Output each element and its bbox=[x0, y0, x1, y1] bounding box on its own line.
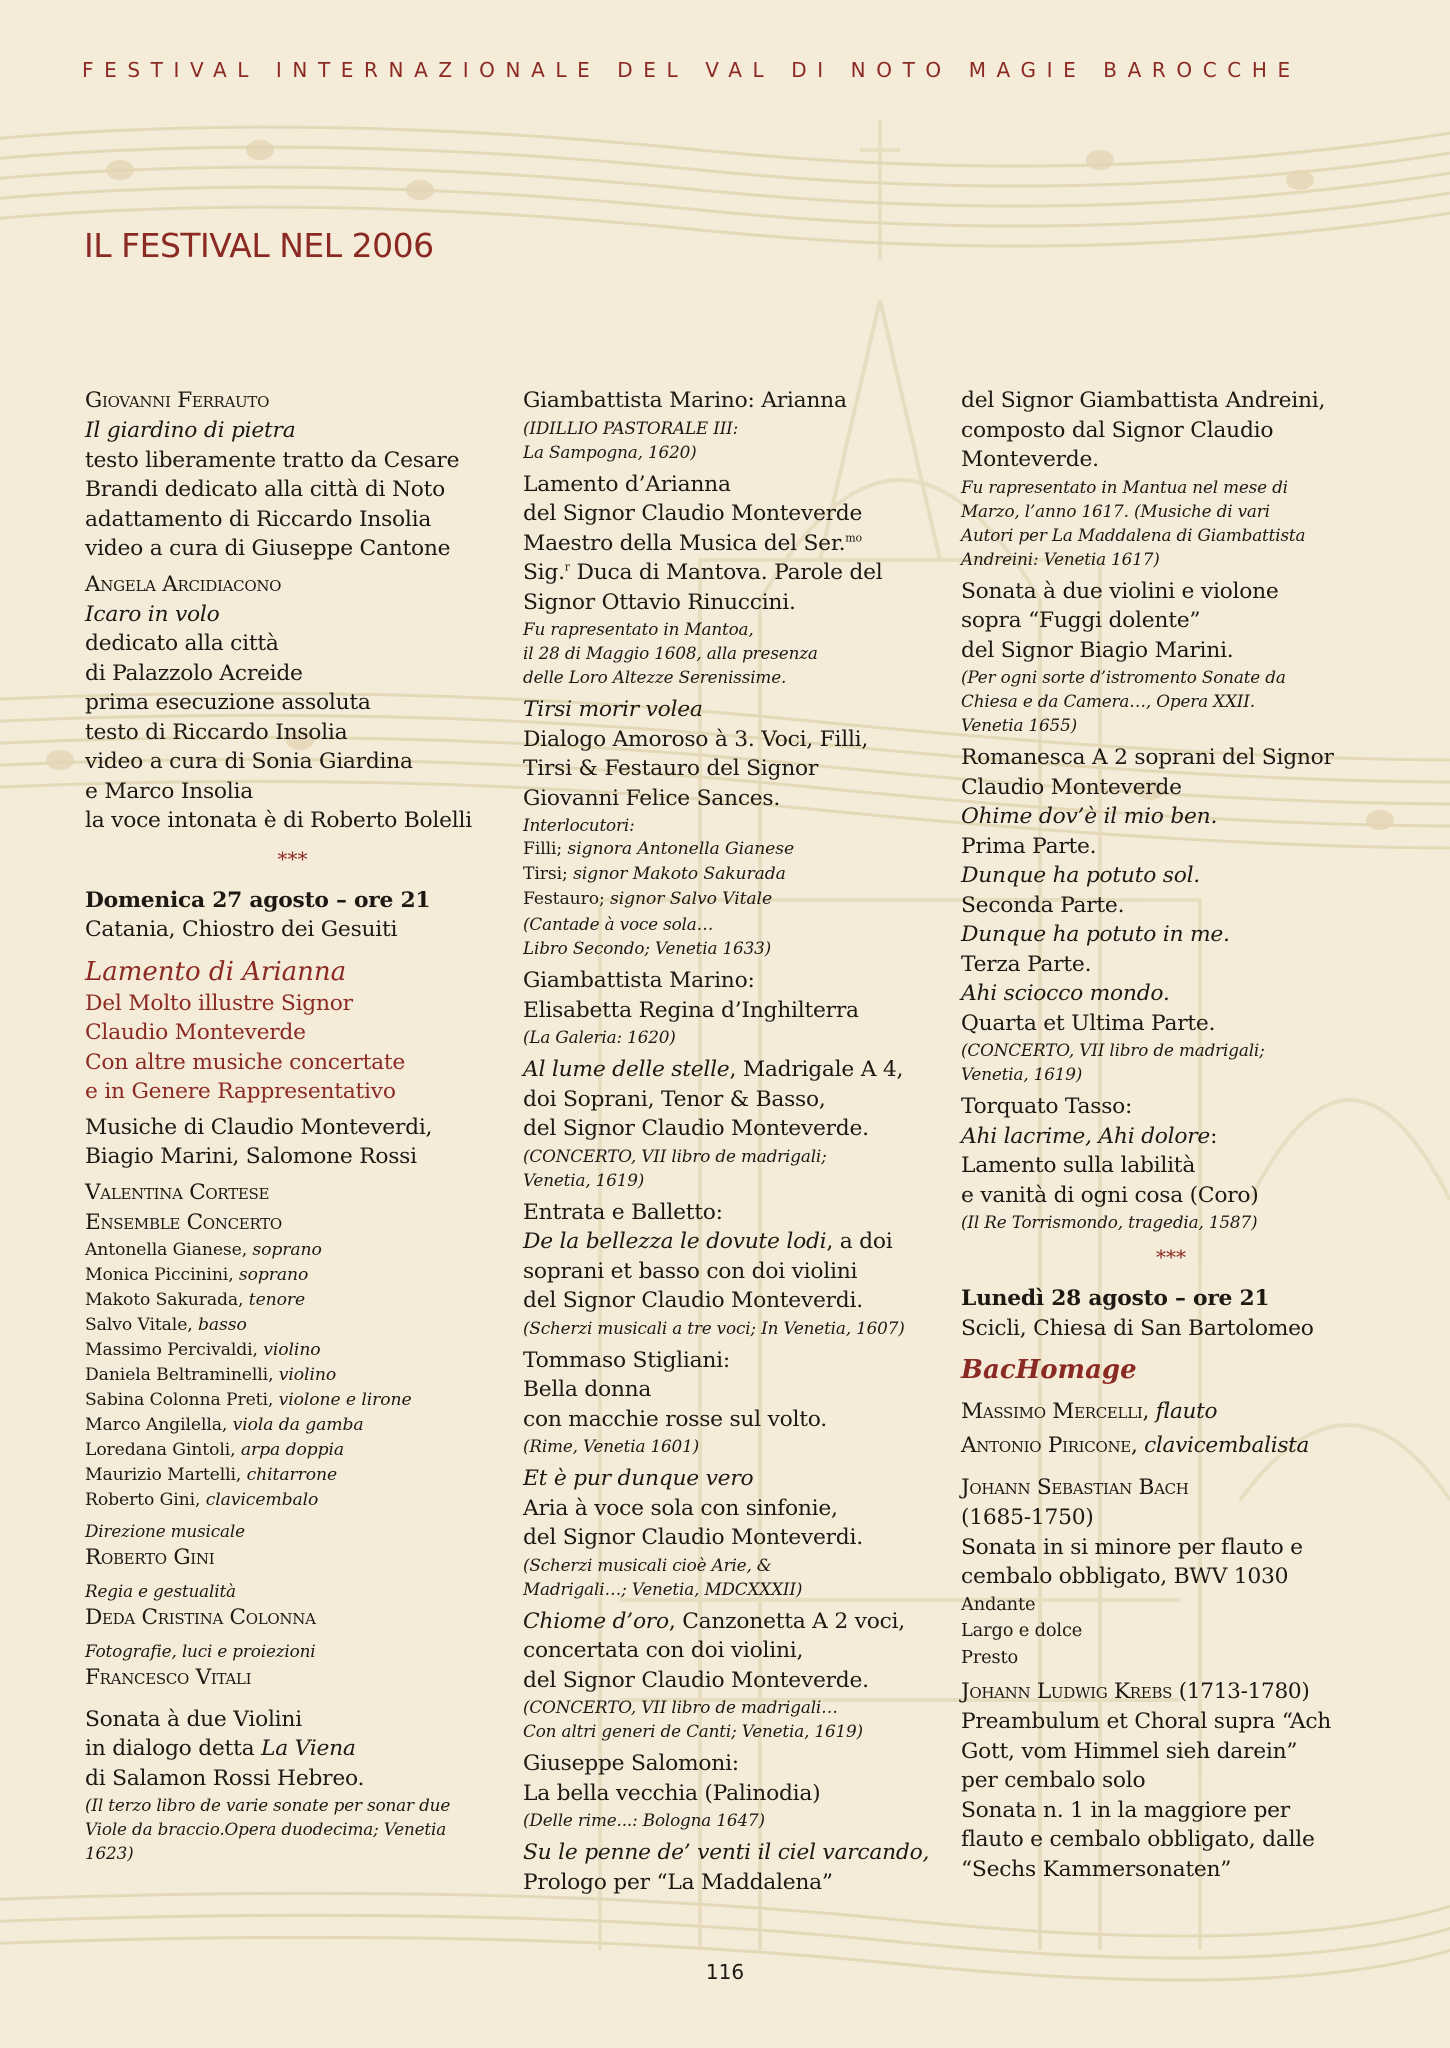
text-line: prima esecuzione assoluta bbox=[85, 690, 371, 715]
ensemble-name: Ensemble Concerto bbox=[85, 1209, 282, 1235]
work-title: Tirsi morir volea bbox=[523, 697, 703, 722]
source-note: Venetia, 1619) bbox=[961, 1064, 1083, 1084]
text-line: e vanità di ogni cosa (Coro) bbox=[961, 1182, 1259, 1208]
text-line: testo di Riccardo Insolia bbox=[85, 719, 348, 745]
text-line: Giuseppe Salomoni: bbox=[523, 1751, 739, 1776]
work-title: Il giardino di pietra bbox=[85, 418, 296, 443]
program-item bbox=[523, 1607, 941, 1744]
text-line: del Signor Claudio Monteverde bbox=[523, 501, 863, 526]
program-item bbox=[961, 386, 1381, 571]
text-line: del Signor Claudio Monteverdi. bbox=[523, 1525, 863, 1550]
performer-row: Maurizio Martelli, chitarrone bbox=[85, 1464, 338, 1485]
program-item bbox=[523, 1464, 941, 1601]
text-line: in dialogo detta La Viena bbox=[85, 1736, 356, 1761]
performer-row: Antonella Gianese, soprano bbox=[85, 1239, 322, 1260]
text-line: Romanesca A 2 soprani del Signor bbox=[961, 745, 1334, 770]
source-note: (Cantade à voce sola… bbox=[523, 914, 714, 934]
source-note: Con altri generi de Canti; Venetia, 1619) bbox=[523, 1721, 863, 1741]
movement: Presto bbox=[961, 1646, 1019, 1668]
source-note: (Il Re Torrismondo, tragedia, 1587) bbox=[961, 1212, 1258, 1232]
source-note: (Delle rime...: Bologna 1647) bbox=[523, 1810, 765, 1830]
text-line: Brandi dedicato alla città di Noto bbox=[85, 477, 446, 502]
text-line: Elisabetta Regina d’Inghilterra bbox=[523, 997, 859, 1023]
event-date: Lunedì 28 agosto – ore 21 bbox=[961, 1286, 1270, 1311]
text-line: flauto e cembalo obbligato, dalle bbox=[961, 1827, 1315, 1852]
text-line: del Signor Biagio Marini. bbox=[961, 637, 1234, 663]
text-line: concertata con doi violini, bbox=[523, 1638, 804, 1663]
subtitle-line: Del Molto illustre Signor bbox=[85, 990, 353, 1016]
running-header: FESTIVAL INTERNAZIONALE DEL VAL DI NOTO MAGIE BAROCCHE bbox=[82, 58, 1301, 82]
performer-row: Massimo Mercelli, flauto bbox=[961, 1399, 1218, 1424]
program-item bbox=[523, 695, 941, 960]
sonata-block bbox=[85, 1705, 500, 1866]
role-row: Filli; signora Antonella Gianese bbox=[523, 839, 795, 859]
program-title: Lamento di Arianna bbox=[85, 956, 347, 987]
text-line: video a cura di Sonia Giardina bbox=[85, 749, 413, 774]
text-line: soprani et basso con doi violini bbox=[523, 1258, 858, 1284]
credit-label: Fotografie, luci e proiezioni bbox=[85, 1640, 316, 1661]
text-line: Claudio Monteverde bbox=[961, 774, 1182, 800]
source-note: delle Loro Altezze Serenissime. bbox=[523, 667, 787, 687]
work-title: Et è pur dunque vero bbox=[523, 1466, 754, 1491]
program-item bbox=[523, 470, 941, 690]
credit-name: Deda Cristina Colonna bbox=[85, 1604, 316, 1630]
role-row: Tirsi; signor Makoto Sakurada bbox=[523, 864, 786, 884]
section-separator: *** bbox=[277, 846, 308, 871]
composer-name: Johann Sebastian Bach bbox=[961, 1475, 1189, 1500]
program-item bbox=[523, 966, 941, 1049]
musiche-block bbox=[85, 1113, 500, 1172]
text-line: dedicato alla città bbox=[85, 631, 279, 656]
text-line: Lamento sulla labilità bbox=[961, 1153, 1196, 1178]
program-item bbox=[523, 1749, 941, 1832]
work-title: Su le penne de’ venti il ciel varcando, bbox=[523, 1840, 930, 1865]
text-line: composto dal Signor Claudio bbox=[961, 417, 1274, 443]
text-line: Sonata n. 1 in la maggiore per bbox=[961, 1797, 1290, 1823]
column-2 bbox=[523, 386, 941, 1903]
text-line: del Signor Claudio Monteverde. bbox=[523, 1667, 869, 1693]
program-item bbox=[961, 1092, 1381, 1234]
text-line: Al lume delle stelle, Madrigale A 4, bbox=[523, 1057, 904, 1082]
text-line: Ahi lacrime, Ahi dolore: bbox=[961, 1123, 1218, 1149]
page-title: IL FESTIVAL NEL 2006 bbox=[84, 226, 434, 265]
text-line: di Salamon Rossi Hebreo. bbox=[85, 1765, 365, 1791]
part-line: Prima Parte. bbox=[961, 833, 1097, 859]
text-line: La bella vecchia (Palinodia) bbox=[523, 1780, 821, 1806]
program-item bbox=[523, 386, 941, 464]
text-line: video a cura di Giuseppe Cantone bbox=[85, 536, 451, 561]
source-note: (Scherzi musicali cioè Arie, & bbox=[523, 1554, 772, 1575]
source-note: Madrigali…; Venetia, MDCXXXII) bbox=[523, 1578, 803, 1599]
text-line: Torquato Tasso: bbox=[961, 1094, 1133, 1119]
text-line: adattamento di Riccardo Insolia bbox=[85, 506, 432, 532]
text-line: Sig.$^r$ Duca di Mantova. Parole del bbox=[523, 560, 883, 585]
part-line: Seconda Parte. bbox=[961, 892, 1125, 918]
source-note: (CONCERTO, VII libro de madrigali; bbox=[961, 1040, 1265, 1060]
performer-row: Roberto Gini, clavicembalo bbox=[85, 1489, 319, 1510]
program-item bbox=[961, 577, 1381, 738]
page-number: 116 bbox=[705, 1960, 745, 1984]
source-note: Interlocutori: bbox=[523, 815, 635, 835]
source-note: (Rime, Venetia 1601) bbox=[523, 1436, 700, 1456]
composer-name: Giovanni Ferrauto bbox=[85, 388, 270, 413]
column-1 bbox=[85, 386, 500, 1865]
text-line: di Palazzolo Acreide bbox=[85, 660, 303, 686]
text-line: Signor Ottavio Rinuccini. bbox=[523, 589, 796, 615]
program-item bbox=[523, 1055, 941, 1192]
performer-row: Loredana Gintoli, arpa doppia bbox=[85, 1439, 345, 1460]
text-line: e Marco Insolia bbox=[85, 778, 253, 804]
source-note: Chiesa e da Camera…, Opera XXII. bbox=[961, 691, 1255, 711]
source-note: (CONCERTO, VII libro de madrigali… bbox=[523, 1697, 838, 1717]
text-line: doi Soprani, Tenor & Basso, bbox=[523, 1086, 826, 1112]
composer-dates: (1685-1750) bbox=[961, 1505, 1094, 1530]
text-line: Bella donna bbox=[523, 1377, 652, 1402]
source-note: Viole da braccio.Opera duodecima; Venetia bbox=[85, 1819, 447, 1839]
text-line: Tirsi & Festauro del Signor bbox=[523, 756, 819, 781]
event-date: Domenica 27 agosto – ore 21 bbox=[85, 887, 431, 913]
event-place: Catania, Chiostro dei Gesuiti bbox=[85, 917, 398, 942]
work-title: Icaro in volo bbox=[85, 601, 220, 627]
program-item bbox=[523, 1198, 941, 1340]
text-line: Giambattista Marino: bbox=[523, 968, 755, 993]
source-note: Venetia, 1619) bbox=[523, 1169, 645, 1190]
text-line: Gott, vom Himmel sieh darein” bbox=[961, 1738, 1298, 1764]
credit-label: Direzione musicale bbox=[85, 1520, 245, 1541]
source-note: (Il terzo libro de varie sonate per sonar due bbox=[85, 1795, 451, 1815]
text-line: Chiome d’oro, Canzonetta A 2 voci, bbox=[523, 1608, 905, 1634]
source-note: Autori per La Maddalena di Giambattista bbox=[961, 524, 1306, 545]
performer-row: Massimo Percivaldi, violino bbox=[85, 1339, 321, 1360]
text-line: Preambulum et Choral supra “Ach bbox=[961, 1709, 1332, 1734]
program-item bbox=[523, 1346, 941, 1459]
text-line: del Signor Claudio Monteverdi. bbox=[523, 1288, 863, 1313]
text-line: per cembalo solo bbox=[961, 1768, 1146, 1793]
section-separator: *** bbox=[1156, 1245, 1186, 1269]
source-note: Marzo, l’anno 1617. (Musiche di vari bbox=[961, 500, 1270, 521]
program-title: BacHomage bbox=[961, 1355, 1137, 1385]
source-note: Libro Secondo; Venetia 1633) bbox=[523, 938, 772, 958]
subtitle-line: Claudio Monteverde bbox=[85, 1020, 306, 1045]
program-item bbox=[523, 1838, 941, 1897]
text-line: Aria à voce sola con sinfonie, bbox=[523, 1495, 838, 1521]
credit-label: Regia e gestualità bbox=[85, 1580, 236, 1601]
source-note: (La Galeria: 1620) bbox=[523, 1027, 676, 1047]
source-note: Fu rapresentato in Mantua nel mese di bbox=[961, 476, 1288, 497]
source-note: La Sampogna, 1620) bbox=[523, 441, 697, 462]
source-note: il 28 di Maggio 1608, alla presenza bbox=[523, 643, 818, 663]
text-line: Lamento d’Arianna bbox=[523, 471, 731, 497]
text-line: Sonata in si minore per flauto e bbox=[961, 1534, 1303, 1560]
source-note: (Per ogni sorte d’istromento Sonate da bbox=[961, 667, 1286, 687]
part-line: Ahi sciocco mondo. bbox=[961, 981, 1170, 1006]
text-line: Giambattista Marino: Arianna bbox=[523, 388, 847, 413]
part-line: Ohime dov’è il mio ben. bbox=[961, 804, 1218, 829]
text-line: con macchie rosse sul volto. bbox=[523, 1406, 827, 1432]
part-line: Dunque ha potuto in me. bbox=[961, 922, 1230, 947]
composer-name: Johann Ludwig Krebs (1713-1780) bbox=[961, 1679, 1310, 1704]
credit-name: Roberto Gini bbox=[85, 1544, 215, 1570]
subtitle-line: e in Genere Rappresentativo bbox=[85, 1079, 396, 1104]
source-note: (Scherzi musicali a tre voci; In Venetia, 1607) bbox=[523, 1317, 905, 1338]
program-item bbox=[961, 743, 1381, 1086]
performer-row: Sabina Colonna Preti, violone e lirone bbox=[85, 1389, 412, 1410]
performer-name: Valentina Cortese bbox=[85, 1179, 270, 1205]
performer-row: Monica Piccinini, soprano bbox=[85, 1264, 309, 1285]
text-line: “Sechs Kammersonaten” bbox=[961, 1856, 1232, 1882]
movement: Largo e dolce bbox=[961, 1620, 1083, 1641]
performer-list bbox=[85, 1238, 500, 1513]
movement: Andante bbox=[961, 1593, 1036, 1615]
arcidiacono-block bbox=[85, 570, 500, 836]
text-line: cembalo obbligato, BWV 1030 bbox=[961, 1564, 1289, 1589]
source-note: Fu rapresentato in Mantoa, bbox=[523, 619, 754, 639]
source-note: 1623) bbox=[85, 1843, 134, 1863]
text-line: sopra “Fuggi dolente” bbox=[961, 608, 1201, 633]
source-note: Andreini: Venetia 1617) bbox=[961, 548, 1160, 569]
text-line: testo liberamente tratto da Cesare bbox=[85, 447, 460, 473]
text-line: De la bellezza le dovute lodi, a doi bbox=[523, 1229, 893, 1254]
program-subtitle bbox=[85, 989, 500, 1107]
text-line: Entrata e Balletto: bbox=[523, 1199, 723, 1225]
text-line: Maestro della Musica del Ser.$^{mo}$ bbox=[523, 530, 862, 556]
text-line: Sonata à due violini e violone bbox=[961, 578, 1279, 604]
source-note: Venetia 1655) bbox=[961, 715, 1078, 735]
event-place: Scicli, Chiesa di San Bartolomeo bbox=[961, 1315, 1314, 1341]
ferrauto-block bbox=[85, 386, 500, 564]
text-line: Prologo per “La Maddalena” bbox=[523, 1869, 833, 1895]
performer-row: Makoto Sakurada, tenore bbox=[85, 1289, 306, 1310]
performer-row: Salvo Vitale, basso bbox=[85, 1314, 247, 1335]
text-line: la voce intonata è di Roberto Bolelli bbox=[85, 808, 472, 833]
composer-name: Angela Arcidiacono bbox=[85, 571, 282, 597]
performer-row: Antonio Piricone, clavicembalista bbox=[961, 1433, 1310, 1458]
credit-name: Francesco Vitali bbox=[85, 1664, 252, 1690]
performer-row: Daniela Beltraminelli, violino bbox=[85, 1364, 337, 1385]
source-note: (CONCERTO, VII libro de madrigali; bbox=[523, 1145, 827, 1166]
role-row: Festauro; signor Salvo Vitale bbox=[523, 889, 773, 909]
part-line: Terza Parte. bbox=[961, 951, 1092, 977]
krebs-block bbox=[961, 1677, 1381, 1884]
text-line: Sonata à due Violini bbox=[85, 1706, 302, 1732]
source-note: (IDILLIO PASTORALE III: bbox=[523, 417, 739, 438]
text-line: Giovanni Felice Sances. bbox=[523, 785, 781, 811]
part-line: Quarta et Ultima Parte. bbox=[961, 1010, 1216, 1036]
bach-block bbox=[961, 1473, 1381, 1671]
column-3 bbox=[961, 386, 1381, 1890]
performer-row: Marco Angilella, viola da gamba bbox=[85, 1414, 364, 1435]
subtitle-line: Con altre musiche concertate bbox=[85, 1049, 405, 1075]
text-line: Musiche di Claudio Monteverdi, bbox=[85, 1114, 433, 1140]
text-line: Tommaso Stigliani: bbox=[523, 1347, 730, 1373]
text-line: Dialogo Amoroso à 3. Voci, Filli, bbox=[523, 726, 869, 752]
text-line: del Signor Giambattista Andreini, bbox=[961, 388, 1326, 413]
text-line: Monteverde. bbox=[961, 447, 1099, 472]
text-line: del Signor Claudio Monteverde. bbox=[523, 1116, 869, 1141]
text-line: Biagio Marini, Salomone Rossi bbox=[85, 1144, 417, 1169]
part-line: Dunque ha potuto sol. bbox=[961, 863, 1200, 888]
